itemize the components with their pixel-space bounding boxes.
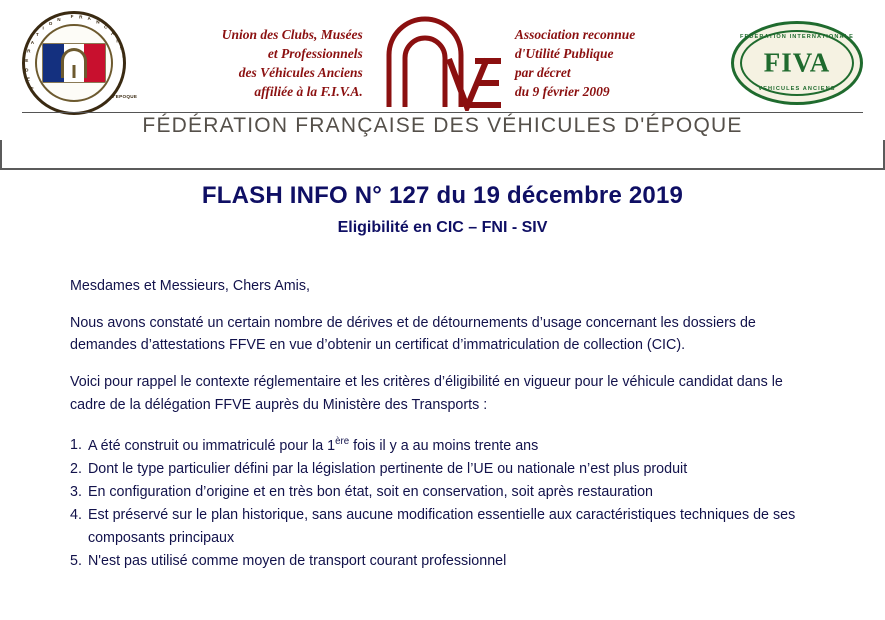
salutation-paragraph: Mesdames et Messieurs, Chers Amis, xyxy=(70,278,310,294)
list-item-number: 2. xyxy=(70,460,82,477)
slogan-right-line-4: du 9 février 2009 xyxy=(514,84,610,100)
fiva-logo-icon xyxy=(731,21,863,105)
body-paragraph-1: Nous avons constaté un certain nombre de dérives et de détournements d’usage concernant les dossiers de demandes d’attestations FFVE en vue d’obtenir un certificat d’immatriculation de collection (CIC). xyxy=(70,315,756,354)
list-item-text-tail: fois il y a au moins trente ans xyxy=(349,437,539,454)
slogan-left-line-4: affiliée à la F.I.V.A. xyxy=(254,84,363,100)
slogan-right-line-3: par décret xyxy=(514,65,571,80)
slogan-left-line-2: et Professionnels xyxy=(267,45,363,61)
list-item-text-main: A été construit ou immatriculé pour la 1 xyxy=(87,437,336,454)
ffve-monogram-icon xyxy=(375,15,503,111)
list-item xyxy=(70,434,815,457)
federation-name-block xyxy=(0,112,885,140)
fiva-bottom-text: VEHICULES ANCIENS xyxy=(758,86,836,92)
list-item-text: En configuration d’origine et en très bon état, soit en conservation, soit après restauration xyxy=(87,484,653,501)
slogan-left xyxy=(222,25,363,102)
ffve-seal-icon xyxy=(22,11,138,115)
federation-name: FÉDÉRATION FRANÇAISE DES VÉHICULES D'ÉPOQUE xyxy=(142,114,743,137)
document-header xyxy=(0,0,885,140)
header-left-border xyxy=(0,140,2,170)
list-item xyxy=(70,504,815,549)
slogan-right-line-1: Association reconnue xyxy=(514,26,636,42)
header-divider-bottom xyxy=(0,168,885,170)
slogan-right-line-2: d'Utilité Publique xyxy=(514,45,614,61)
list-item-superscript: ère xyxy=(335,435,350,447)
list-item-number: 4. xyxy=(70,507,82,524)
slogan-left-line-1: Union des Clubs, Musées xyxy=(221,26,363,42)
page-subtitle: Eligibilité en CIC – FNI - SIV xyxy=(337,219,548,236)
list-item-text xyxy=(88,434,815,457)
criteria-list xyxy=(70,434,815,573)
slogan-right xyxy=(515,25,635,102)
list-item-number: 1. xyxy=(70,436,82,453)
list-item xyxy=(70,550,815,572)
list-item-text: N'est pas utilisé comme moyen de transport courant professionnel xyxy=(87,553,507,570)
body-paragraph-2: Voici pour rappel le contexte réglementaire et les critères d’éligibilité en vigueur pour le véhicule candidat dans le cadre de la délégation FFVE auprès du Ministère des Transports : xyxy=(70,374,783,413)
fiva-top-text: FEDERATION INTERNATIONALE xyxy=(740,34,854,40)
list-item-number: 3. xyxy=(70,484,82,501)
list-item xyxy=(70,481,815,503)
seal-ring-text: F E D E R A T I O N F R A N C A I S E D'EPOQUE xyxy=(25,14,138,99)
document-body xyxy=(0,140,885,572)
page-title: FLASH INFO N° 127 du 19 décembre 2019 xyxy=(201,182,684,209)
list-item-text: Est préservé sur le plan historique, sans aucune modification essentielle aux caractéristiques techniques de ses composants principaux xyxy=(87,507,796,546)
list-item-text: Dont le type particulier défini par la législation pertinente de l’UE ou nationale n’est plus produit xyxy=(87,460,688,477)
fiva-wordmark: FIVA xyxy=(763,47,831,78)
header-middle-block xyxy=(126,15,731,111)
list-item-number: 5. xyxy=(70,553,82,570)
slogan-left-line-3: des Véhicules Anciens xyxy=(238,65,363,80)
header-divider-top xyxy=(22,112,863,113)
list-item xyxy=(70,458,815,480)
